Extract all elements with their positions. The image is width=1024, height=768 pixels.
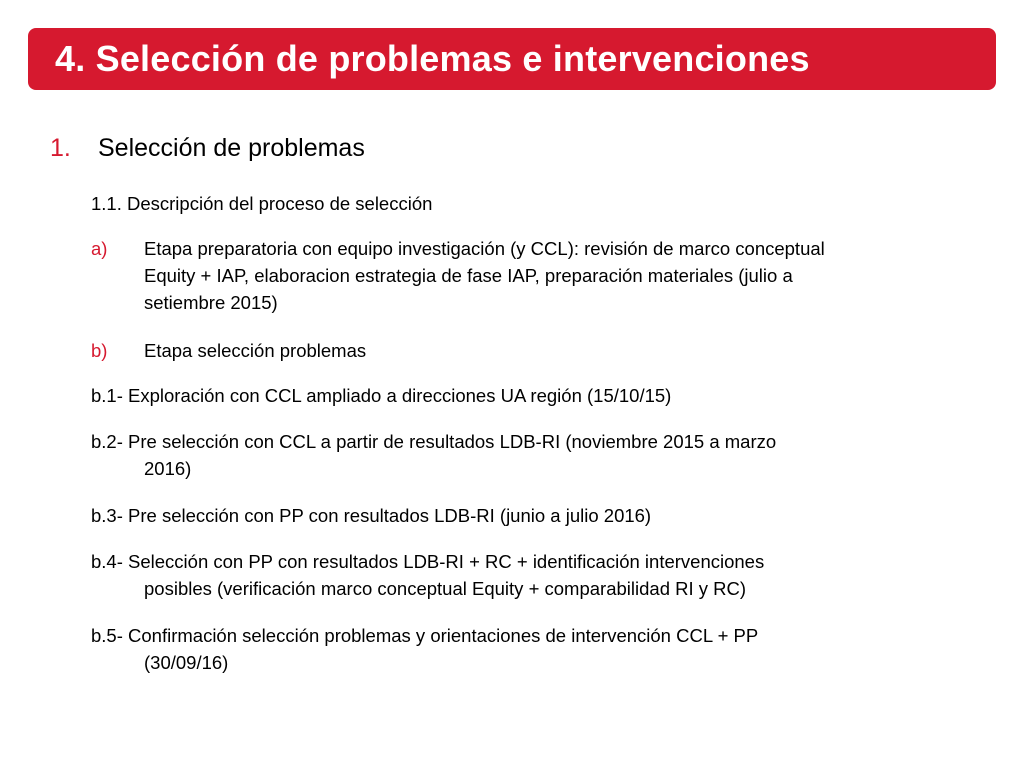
slide-title: 4. Selección de problemas e intervenciones xyxy=(55,38,810,79)
list-item-b2 xyxy=(91,428,776,482)
list-item-b5 xyxy=(91,622,758,676)
list-item-b4 xyxy=(91,548,764,602)
list-item-b1-line1: b.1- Exploración con CCL ampliado a direcciones UA región (15/10/15) xyxy=(91,385,672,406)
list-letter-b: b) xyxy=(91,340,108,361)
list-item-a-line2: Equity + IAP, elaboracion estrategia de fase IAP, preparación materiales (julio a xyxy=(144,265,793,286)
list-item-b1 xyxy=(91,382,671,409)
list-item-a xyxy=(91,235,825,316)
subsection-heading: 1.1. Descripción del proceso de selección xyxy=(91,193,433,214)
list-item-b5-line1: b.5- Confirmación selección problemas y orientaciones de intervención CCL + PP xyxy=(91,625,759,646)
list-item-b5-line2: (30/09/16) xyxy=(144,652,229,673)
list-letter-a: a) xyxy=(91,238,108,259)
list-item-b2-line1: b.2- Pre selección con CCL a partir de resultados LDB-RI (noviembre 2015 a marzo xyxy=(91,431,777,452)
list-item-b-line1: Etapa selección problemas xyxy=(144,340,367,361)
section-label: Selección de problemas xyxy=(98,134,365,162)
list-item-b3-line1: b.3- Pre selección con PP con resultados LDB-RI (junio a julio 2016) xyxy=(91,505,652,526)
list-item-b3 xyxy=(91,502,651,529)
list-item-b xyxy=(91,337,366,364)
list-item-b4-line1: b.4- Selección con PP con resultados LDB-RI + RC + identificación intervenciones xyxy=(91,551,765,572)
section-number: 1. xyxy=(50,134,71,162)
list-item-a-line1: Etapa preparatoria con equipo investigación (y CCL): revisión de marco conceptual xyxy=(144,238,825,259)
list-item-b2-line2: 2016) xyxy=(144,458,192,479)
list-item-a-line3: setiembre 2015) xyxy=(144,292,278,313)
section-heading xyxy=(50,134,365,163)
list-item-b4-line2: posibles (verificación marco conceptual Equity + comparabilidad RI y RC) xyxy=(144,578,747,599)
